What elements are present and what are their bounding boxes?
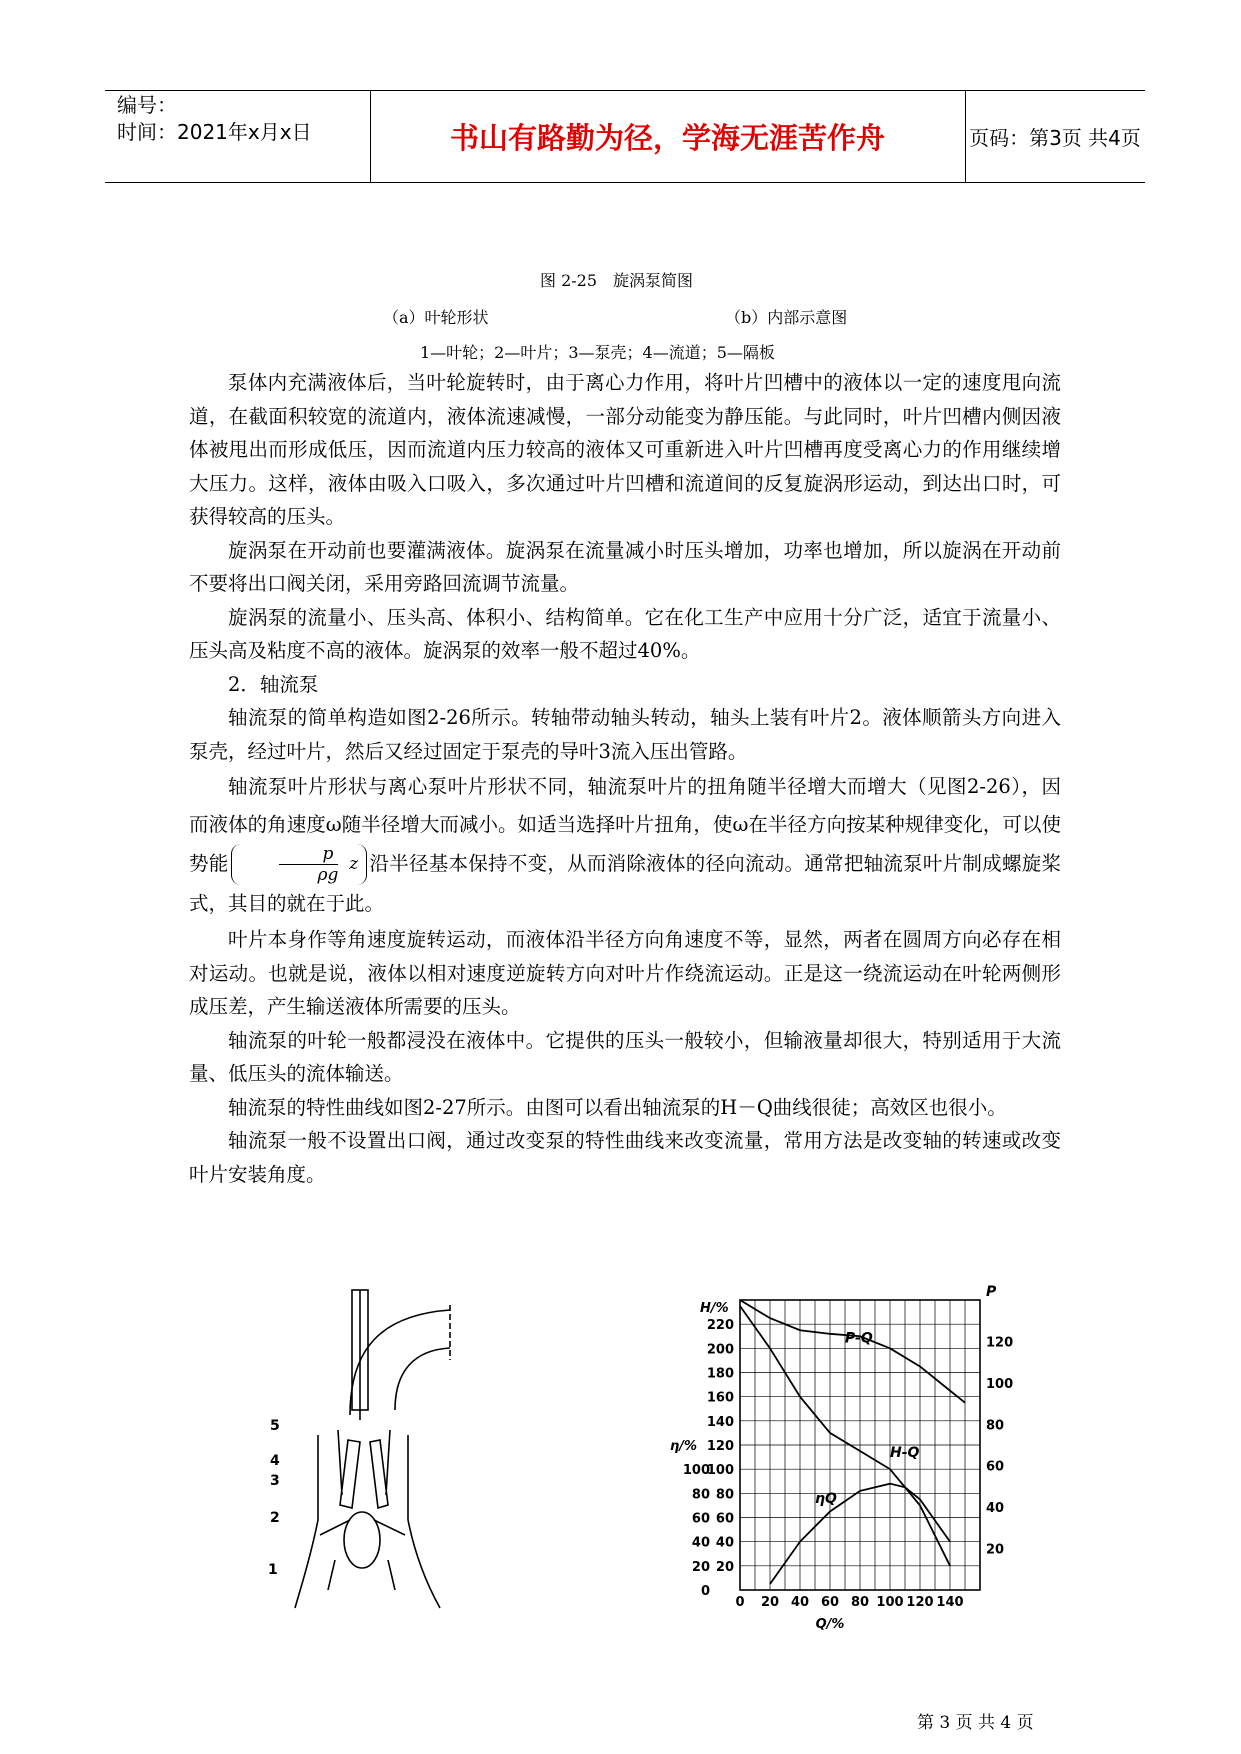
series-label: H-Q xyxy=(890,1445,920,1462)
h-tick-label: 20 xyxy=(715,1559,734,1575)
eta-tick-label: 40 xyxy=(691,1535,710,1551)
x-tick-label: 20 xyxy=(760,1595,780,1610)
formula-z: z xyxy=(349,854,359,874)
header-page-label: 页码：第3页 共4页 xyxy=(969,126,1141,150)
h-tick-label: 80 xyxy=(715,1487,734,1503)
h-tick-label: 180 xyxy=(706,1366,734,1382)
paragraph: 轴流泵的叶轮一般都浸没在液体中。它提供的压头一般较小，但输液量却很大，特别适用于大流量、低压头的流体输送。 xyxy=(189,1028,1061,1085)
figure-legend: 1—叶轮；2—叶片；3—泵壳；4—流道；5—隔板 xyxy=(420,343,775,362)
page-header xyxy=(105,90,1145,183)
eta-tick-label: 20 xyxy=(691,1559,710,1575)
characteristic-curves-chart xyxy=(670,1280,1020,1640)
figure-caption: 图 2-25 旋涡泵简图 xyxy=(540,271,694,290)
x-tick-label: 40 xyxy=(790,1595,810,1610)
pump-label: 1 xyxy=(268,1562,278,1578)
figure-subcaption-b: （b）内部示意图 xyxy=(725,308,848,327)
header-meta xyxy=(117,92,312,146)
p-tick-label: 60 xyxy=(986,1459,1005,1475)
eta-tick-label: 0 xyxy=(700,1584,710,1599)
x-tick-label: 0 xyxy=(735,1595,745,1610)
pump-label: 3 xyxy=(270,1473,280,1489)
x-tick-label: 80 xyxy=(850,1595,870,1610)
pump-label: 4 xyxy=(270,1453,280,1469)
figure-subcaption-a: （a）叶轮形状 xyxy=(383,308,489,327)
body-text xyxy=(189,366,1061,1191)
paragraph xyxy=(189,768,1061,923)
eta-tick-label: 60 xyxy=(691,1511,710,1527)
p-tick-label: 40 xyxy=(986,1501,1005,1517)
h-tick-label: 160 xyxy=(706,1390,734,1406)
h-axis-label: H/% xyxy=(700,1301,729,1316)
section-heading: 2．轴流泵 xyxy=(228,672,319,696)
h-tick-label: 120 xyxy=(706,1439,734,1454)
p-tick-label: 80 xyxy=(986,1418,1005,1434)
paragraph: 轴流泵的简单构造如图2-26所示。转轴带动轴头转动，轴头上装有叶片2。液体顺箭头方向进入泵壳，经过叶片，然后又经过固定于泵壳的导叶3流入压出管路。 xyxy=(189,706,1061,763)
x-tick-label: 100 xyxy=(876,1595,904,1610)
eta-tick-label: 80 xyxy=(691,1487,710,1503)
paragraph: 泵体内充满液体后，当叶轮旋转时，由于离心力作用，将叶片凹槽中的液体以一定的速度甩向流道，在截面积较宽的流道内，液体流速减慢，一部分动能变为静压能。与此同时，叶片凹槽内侧因液体被甩出而形成低压，因而流道内压力较高的液体又可重新进入叶片凹槽再度受离心力的作用继续增大压力。这样，液体由吸入口吸入，多次通过叶片凹槽和流道间的反复旋涡形运动，到达出口时，可获得较高的压头。 xyxy=(189,371,1061,528)
paragraph: 旋涡泵在开动前也要灌满液体。旋涡泵在流量减小时压头增加，功率也增加，所以旋涡在开动前不要将出口阀关闭，采用旁路回流调节流量。 xyxy=(189,538,1061,595)
series-label: P-Q xyxy=(845,1330,873,1347)
header-motto: 书山有路勤为径，学海无涯苦作舟 xyxy=(449,121,885,155)
series-label: ηQ xyxy=(815,1491,837,1507)
formula-denominator: ρg xyxy=(317,865,339,885)
eta-tick-label: 100 xyxy=(682,1463,710,1479)
page-footer: 第 3 页 共 4 页 xyxy=(917,1713,1034,1733)
potential-energy-formula xyxy=(231,844,368,885)
h-tick-label: 100 xyxy=(706,1463,734,1479)
number-label: 编号： xyxy=(117,93,177,117)
paragraph: 旋涡泵的流量小、压头高、体积小、结构简单。它在化工生产中应用十分广泛，适宜于流量小、压头高及粘度不高的液体。旋涡泵的效率一般不超过40%。 xyxy=(189,605,1061,662)
x-axis-label: Q/% xyxy=(815,1617,845,1632)
x-tick-label: 60 xyxy=(820,1595,840,1610)
h-tick-label: 40 xyxy=(715,1535,734,1551)
pump-label: 5 xyxy=(270,1418,280,1434)
p-tick-label: 120 xyxy=(986,1335,1014,1351)
series-line xyxy=(740,1300,965,1403)
p-axis-label: P xyxy=(986,1284,997,1300)
x-tick-label: 120 xyxy=(906,1595,934,1610)
paragraph-part: 轴流泵叶片形状与离心泵叶片形状不同，轴流泵叶片的扭角随半径增大而增大（见图2-26），因而液体的角速度ω随半径增大而减小。如适当选择叶片扭角，使ω在半径方向按某种规律变化，可以使势能 xyxy=(189,775,1061,875)
eta-axis-label: η/% xyxy=(670,1439,698,1454)
h-tick-label: 60 xyxy=(715,1511,734,1527)
p-tick-label: 100 xyxy=(986,1376,1014,1392)
h-tick-label: 200 xyxy=(706,1342,734,1358)
p-tick-label: 20 xyxy=(986,1542,1005,1558)
paragraph: 叶片本身作等角速度旋转运动，而液体沿半径方向角速度不等，显然，两者在圆周方向必存在相对运动。也就是说，液体以相对速度逆旋转方向对叶片作绕流运动。正是这一绕流运动在叶轮两侧形成压差，产生输送液体所需要的压头。 xyxy=(189,928,1061,1018)
x-tick-label: 140 xyxy=(936,1595,964,1610)
h-tick-label: 140 xyxy=(706,1414,734,1430)
formula-numerator: p xyxy=(279,844,339,865)
h-tick-label: 220 xyxy=(706,1318,734,1334)
paragraph-part: 沿半径基本保持不变，从而消除液体的径向流动。通常把轴流泵叶片制成螺旋桨式，其目的就在于此。 xyxy=(189,852,1061,915)
paragraph: 轴流泵的特性曲线如图2-27所示。由图可以看出轴流泵的H－Q曲线很徒；高效区也很小。 xyxy=(228,1095,1007,1119)
time-label: 时间：2021年x月x日 xyxy=(117,120,312,144)
paragraph: 轴流泵一般不设置出口阀，通过改变泵的特性曲线来改变流量，常用方法是改变轴的转速或改变叶片安装角度。 xyxy=(189,1129,1061,1186)
pump-label: 2 xyxy=(270,1510,280,1526)
axial-pump-diagram xyxy=(268,1290,480,1610)
